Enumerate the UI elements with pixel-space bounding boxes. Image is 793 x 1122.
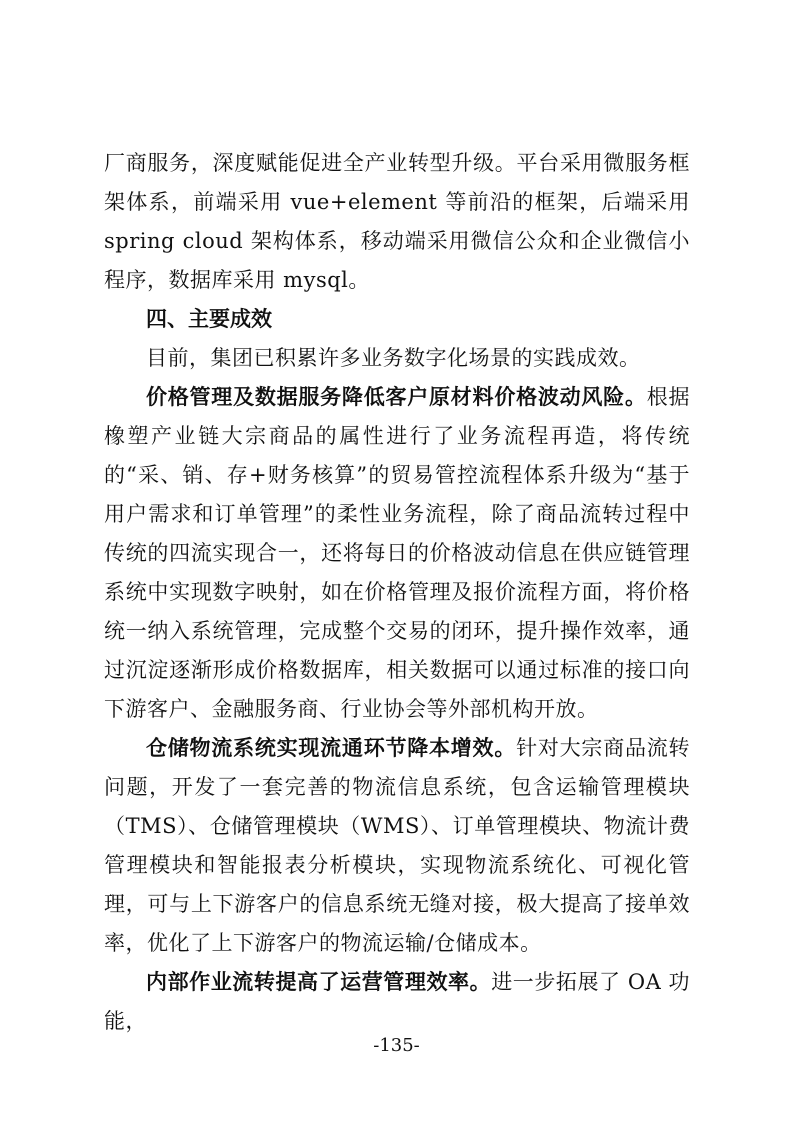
item-text-logistics: 针对大宗商品流转问题，开发了一套完善的物流信息系统，包含运输管理模块（TMS）、仓储管理模块（WMS）、订单管理模块、物流计费管理模块和智能报表分析模块，实现物流系统化、可视化管理，可与上下游客户的信息系统无缝对接，极大提高了接单效率，优化了上下游客户的物流运输/仓储成本。 xyxy=(104,736,691,955)
section-heading: 四、主要成效 xyxy=(146,307,272,331)
item-paragraph-price-management xyxy=(104,378,690,729)
item-paragraph-logistics xyxy=(104,729,690,963)
item-lead-logistics: 仓储物流系统实现流通环节降本增效。 xyxy=(146,736,517,760)
paragraph-continued: 厂商服务，深度赋能促进全产业转型升级。平台采用微服务框架体系，前端采用 vue+element 等前沿的框架，后端采用 spring cloud 架构体系，移动端采用微信公众和企业微信小程序，数据库采用 mysql。 xyxy=(104,151,690,292)
item-lead-internal-workflow: 内部作业流转提高了运营管理效率。 xyxy=(146,970,492,994)
intro-paragraph: 目前，集团已积累许多业务数字化场景的实践成效。 xyxy=(146,346,641,370)
item-lead-price-management: 价格管理及数据服务降低客户原材料价格波动风险。 xyxy=(146,385,647,409)
body-text xyxy=(104,144,690,1041)
item-paragraph-internal-workflow xyxy=(104,963,690,1041)
item-text-price-management: 根据橡塑产业链大宗商品的属性进行了业务流程再造，将传统的“采、销、存+财务核算”的贸易管控流程体系升级为“基于用户需求和订单管理”的柔性业务流程，除了商品流转过程中传统的四流实现合一，还将每日的价格波动信息在供应链管理系统中实现数字映射，如在价格管理及报价流程方面，将价格统一纳入系统管理，完成整个交易的闭环，提升操作效率，通过沉淀逐渐形成价格数据库，相关数据可以通过标准的接口向下游客户、金融服务商、行业协会等外部机构开放。 xyxy=(104,385,691,721)
page-number: -135- xyxy=(373,1035,420,1056)
item-text-internal-workflow: 进一步拓展了 OA 功能， xyxy=(104,970,691,1033)
